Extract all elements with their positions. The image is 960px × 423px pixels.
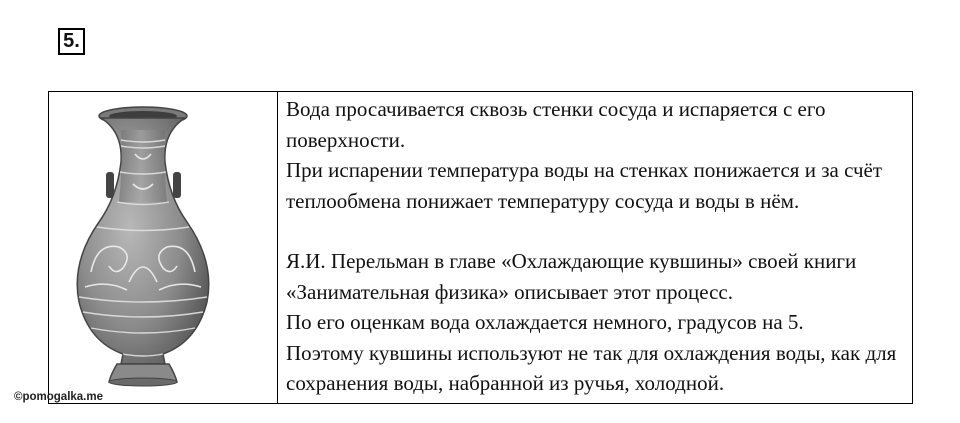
paragraph: Я.И. Перельман в главе «Охлаждающие кувшины» своей книги «Занимательная физика» описывает этот процесс. (286, 249, 857, 304)
paragraph: Вода просачивается сквозь стенки сосуда и испаряется с его поверхности. (286, 97, 826, 152)
watermark: ©pomogalka.me (14, 391, 103, 403)
paragraph: По его оценкам вода охлаждается немного, градусов на 5. (286, 310, 804, 334)
paragraph: При испарении температура воды на стенках понижается и за счёт теплообмена понижает температуру сосуда и воды в нём. (286, 158, 883, 213)
vase-icon (57, 102, 257, 392)
content-table (48, 91, 913, 404)
blank-line (286, 216, 904, 246)
task-number: 5. (58, 28, 85, 55)
paragraph: Поэтому кувшины используют не так для охлаждения воды, как для сохранения воды, набранной из ручья, холодной. (286, 340, 897, 395)
text-cell (278, 92, 912, 403)
image-cell (49, 92, 278, 403)
